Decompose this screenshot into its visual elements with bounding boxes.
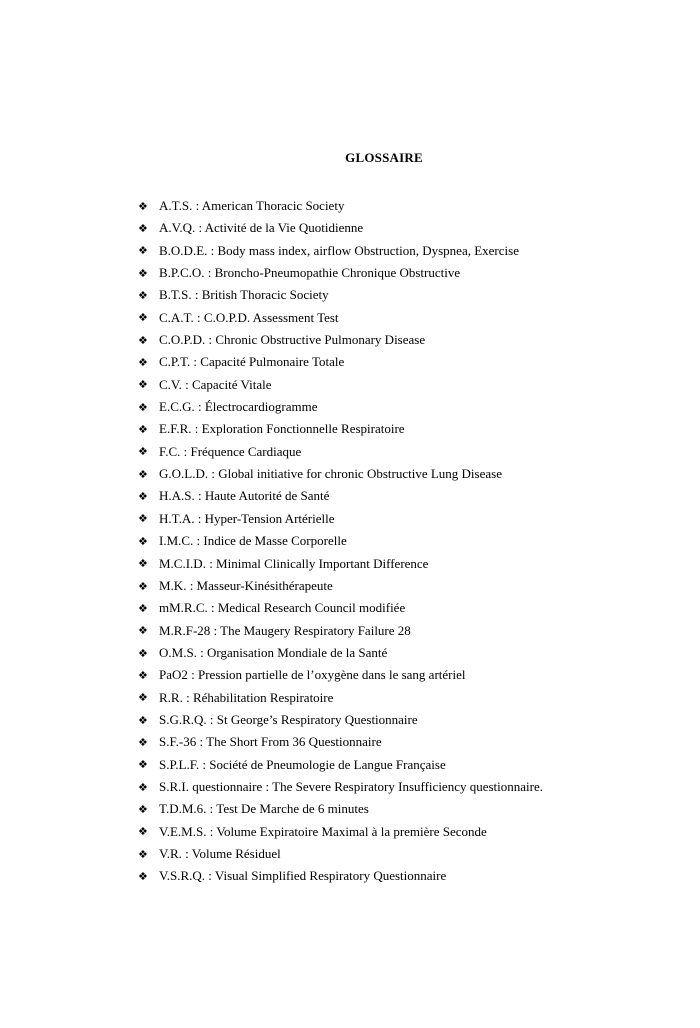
glossary-item bbox=[138, 821, 678, 843]
four-diamond-bullet-icon: ❖ bbox=[138, 557, 148, 571]
four-diamond-bullet-icon: ❖ bbox=[138, 400, 148, 414]
glossary-item bbox=[138, 374, 678, 396]
glossary-item bbox=[138, 865, 678, 887]
four-diamond-bullet-icon: ❖ bbox=[138, 423, 148, 437]
glossary-item bbox=[138, 843, 678, 865]
four-diamond-bullet-icon: ❖ bbox=[138, 289, 148, 303]
glossary-item bbox=[138, 731, 678, 753]
four-diamond-bullet-icon: ❖ bbox=[138, 311, 148, 325]
glossary-entry-text: C.O.P.D. : Chronic Obstructive Pulmonary Disease bbox=[159, 332, 426, 348]
glossary-entry-text: S.F.-36 : The Short From 36 Questionnaire bbox=[159, 734, 382, 750]
glossary-item bbox=[138, 262, 678, 284]
glossary-entry-text: R.R. : Réhabilitation Respiratoire bbox=[159, 689, 334, 705]
four-diamond-bullet-icon: ❖ bbox=[138, 758, 148, 772]
four-diamond-bullet-icon: ❖ bbox=[138, 579, 148, 593]
glossary-entry-text: C.P.T. : Capacité Pulmonaire Totale bbox=[159, 354, 345, 370]
glossary-item bbox=[138, 530, 678, 552]
glossary-item bbox=[138, 396, 678, 418]
glossary-item bbox=[138, 508, 678, 530]
glossary-item bbox=[138, 575, 678, 597]
glossary-item bbox=[138, 418, 678, 440]
glossary-item bbox=[138, 642, 678, 664]
four-diamond-bullet-icon: ❖ bbox=[138, 646, 148, 660]
glossary-item bbox=[138, 463, 678, 485]
four-diamond-bullet-icon: ❖ bbox=[138, 356, 148, 370]
four-diamond-bullet-icon: ❖ bbox=[138, 378, 148, 392]
four-diamond-bullet-icon: ❖ bbox=[138, 467, 148, 481]
glossary-entry-text: M.R.F-28 : The Maugery Respiratory Failure 28 bbox=[159, 622, 411, 638]
glossary-entry-text: S.G.R.Q. : St George’s Respiratory Questionnaire bbox=[159, 711, 418, 727]
four-diamond-bullet-icon: ❖ bbox=[138, 601, 148, 615]
glossary-entry-text: M.C.I.D. : Minimal Clinically Important Difference bbox=[159, 555, 429, 571]
four-diamond-bullet-icon: ❖ bbox=[138, 668, 148, 682]
glossary-item bbox=[138, 217, 678, 239]
four-diamond-bullet-icon: ❖ bbox=[138, 869, 148, 883]
glossary-entry-text: H.T.A. : Hyper-Tension Artérielle bbox=[159, 510, 335, 526]
four-diamond-bullet-icon: ❖ bbox=[138, 244, 148, 258]
glossary-entry-text: C.A.T. : C.O.P.D. Assessment Test bbox=[159, 309, 339, 325]
glossary-entry-text: H.A.S. : Haute Autorité de Santé bbox=[159, 488, 330, 504]
glossary-entry-text: B.P.C.O. : Broncho-Pneumopathie Chronique Obstructive bbox=[159, 265, 461, 281]
glossary-entry-text: S.P.L.F. : Société de Pneumologie de Langue Française bbox=[159, 756, 446, 772]
glossary-item bbox=[138, 664, 678, 686]
four-diamond-bullet-icon: ❖ bbox=[138, 780, 148, 794]
glossary-item bbox=[138, 485, 678, 507]
glossary-item bbox=[138, 553, 678, 575]
glossary-entry-text: O.M.S. : Organisation Mondiale de la Santé bbox=[159, 644, 388, 660]
glossary-entry-text: V.S.R.Q. : Visual Simplified Respiratory Questionnaire bbox=[159, 868, 447, 884]
four-diamond-bullet-icon: ❖ bbox=[138, 222, 148, 236]
glossary-entry-text: PaO2 : Pression partielle de l’oxygène dans le sang artériel bbox=[159, 667, 466, 683]
glossary-entry-text: B.O.D.E. : Body mass index, airflow Obstruction, Dyspnea, Exercise bbox=[159, 242, 519, 258]
glossary-item bbox=[138, 798, 678, 820]
glossary-entry-text: G.O.L.D. : Global initiative for chronic Obstructive Lung Disease bbox=[159, 466, 502, 482]
four-diamond-bullet-icon: ❖ bbox=[138, 713, 148, 727]
glossary-item bbox=[138, 687, 678, 709]
four-diamond-bullet-icon: ❖ bbox=[138, 490, 148, 504]
glossary-item bbox=[138, 351, 678, 373]
glossary-entry-text: M.K. : Masseur-Kinésithérapeute bbox=[159, 577, 333, 593]
four-diamond-bullet-icon: ❖ bbox=[138, 825, 148, 839]
four-diamond-bullet-icon: ❖ bbox=[138, 445, 148, 459]
glossary-item bbox=[138, 620, 678, 642]
glossary-entry-text: F.C. : Fréquence Cardiaque bbox=[159, 443, 302, 459]
glossary-item bbox=[138, 240, 678, 262]
four-diamond-bullet-icon: ❖ bbox=[138, 691, 148, 705]
four-diamond-bullet-icon: ❖ bbox=[138, 333, 148, 347]
glossary-item bbox=[138, 329, 678, 351]
glossary-list bbox=[138, 195, 678, 888]
four-diamond-bullet-icon: ❖ bbox=[138, 802, 148, 816]
glossary-entry-text: S.R.I. questionnaire : The Severe Respiratory Insufficiency questionnaire. bbox=[159, 778, 544, 794]
glossary-entry-text: B.T.S. : British Thoracic Society bbox=[159, 287, 329, 303]
glossary-item bbox=[138, 284, 678, 306]
glossary-item bbox=[138, 307, 678, 329]
four-diamond-bullet-icon: ❖ bbox=[138, 266, 148, 280]
glossary-item bbox=[138, 776, 678, 798]
glossary-item bbox=[138, 441, 678, 463]
glossary-entry-text: A.V.Q. : Activité de la Vie Quotidienne bbox=[159, 220, 364, 236]
four-diamond-bullet-icon: ❖ bbox=[138, 534, 148, 548]
glossary-entry-text: V.R. : Volume Résiduel bbox=[159, 845, 281, 861]
glossary-entry-text: V.E.M.S. : Volume Expiratoire Maximal à la première Seconde bbox=[159, 823, 487, 839]
four-diamond-bullet-icon: ❖ bbox=[138, 512, 148, 526]
glossary-entry-text: E.C.G. : Électrocardiogramme bbox=[159, 399, 318, 415]
four-diamond-bullet-icon: ❖ bbox=[138, 624, 148, 638]
glossary-entry-text: mM.R.C. : Medical Research Council modifiée bbox=[159, 600, 406, 616]
glossary-item bbox=[138, 597, 678, 619]
glossary-item bbox=[138, 709, 678, 731]
glossary-entry-text: A.T.S. : American Thoracic Society bbox=[159, 198, 345, 213]
glossary-item bbox=[138, 195, 678, 217]
glossary-entry-text: T.D.M.6. : Test De Marche de 6 minutes bbox=[159, 801, 369, 817]
glossary-entry-text: C.V. : Capacité Vitale bbox=[159, 376, 272, 392]
page-title: GLOSSAIRE bbox=[345, 150, 423, 165]
four-diamond-bullet-icon: ❖ bbox=[138, 735, 148, 749]
glossary-entry-text: E.F.R. : Exploration Fonctionnelle Respiratoire bbox=[159, 421, 405, 437]
four-diamond-bullet-icon: ❖ bbox=[138, 847, 148, 861]
glossary-entry-text: I.M.C. : Indice de Masse Corporelle bbox=[159, 533, 347, 549]
glossary-item bbox=[138, 754, 678, 776]
four-diamond-bullet-icon: ❖ bbox=[138, 199, 148, 213]
